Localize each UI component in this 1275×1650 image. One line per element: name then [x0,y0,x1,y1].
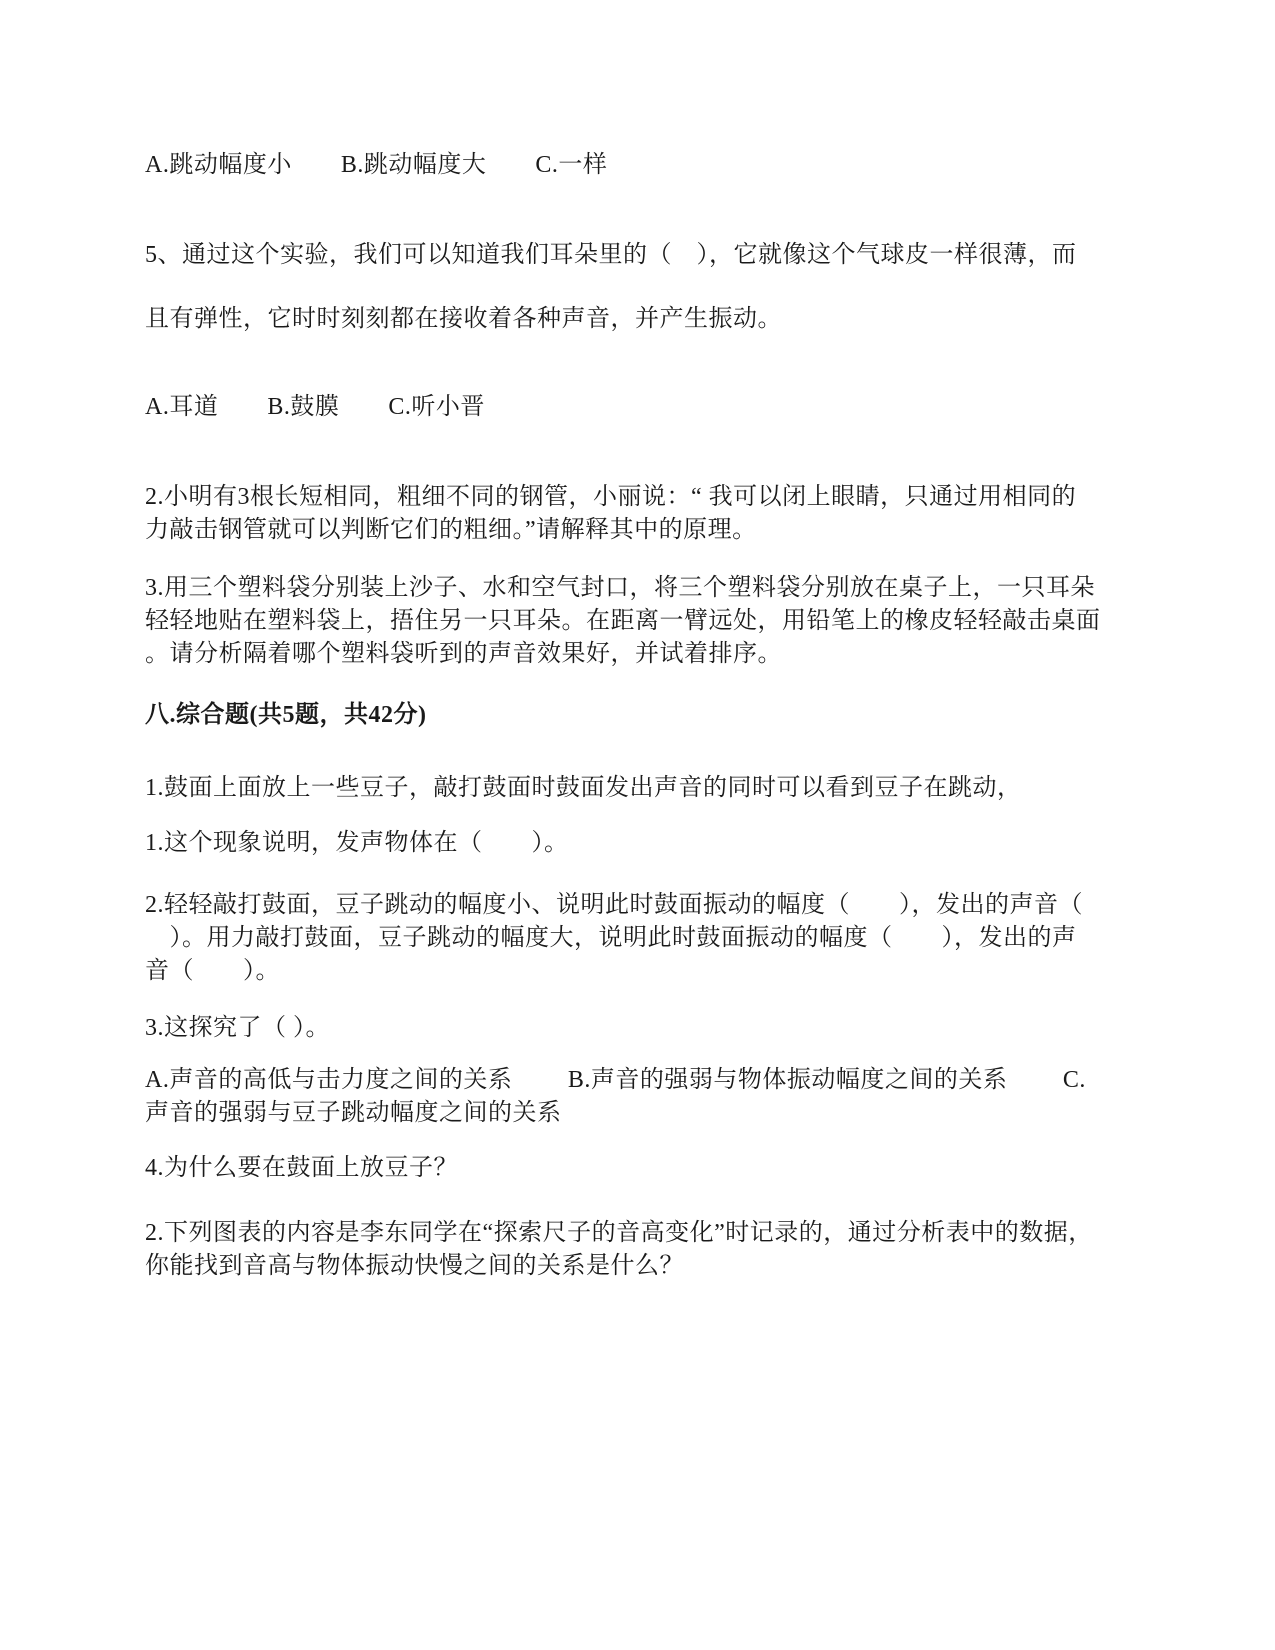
comp1-sub3-options-line-1: A.声音的高低与击力度之间的关系 B.声音的强弱与物体振动幅度之间的关系 C. [145,1067,1086,1093]
comp1-subquestion-1 [145,827,1145,860]
comprehensive-question-2 [145,1217,1145,1283]
question-4-options-row [145,149,1145,182]
comp1-sub2-line-1: 2.轻轻敲打鼓面，豆子跳动的幅度小、说明此时鼓面振动的幅度（ ），发出的声音（ [145,892,1083,918]
comp1-sub4-text: 4.为什么要在鼓面上放豆子？ [145,1155,458,1181]
comp1-subquestion-3 [145,1012,1145,1045]
short-answer-question-3 [145,572,1145,671]
comp1-sub3-options-line-2: 声音的强弱与豆子跳动幅度之间的关系 [145,1100,562,1126]
short-answer-question-2 [145,481,1145,547]
question-5-line-2: 且有弹性，它时时刻刻都在接收着各种声音，并产生振动。 [145,306,782,332]
comprehensive-question-1-intro [145,772,1145,805]
comp1-subquestion-4 [145,1152,1145,1185]
comp1-intro-text: 1.鼓面上面放上一些豆子，敲打鼓面时鼓面发出声音的同时可以看到豆子在跳动， [145,775,1022,801]
question-5 [145,223,1145,351]
question-2-line-2: 力敲击钢管就可以判断它们的粗细。”请解释其中的原理。 [145,517,757,543]
comp1-sub1-text: 1.这个现象说明，发声物体在（ ）。 [145,830,569,856]
comp1-subquestion-3-options [145,1064,1145,1130]
comp2-line-2: 你能找到音高与物体振动快慢之间的关系是什么？ [145,1253,684,1279]
question-3-line-1: 3.用三个塑料袋分别装上沙子、水和空气封口，将三个塑料袋分别放在桌子上，一只耳朵 [145,575,1095,601]
question-3-line-2: 轻轻地贴在塑料袋上，捂住另一只耳朵。在距离一臂远处，用铅笔上的橡皮轻轻敲击桌面 [145,608,1101,634]
comp1-sub2-line-2: ）。用力敲打鼓面，豆子跳动的幅度大，说明此时鼓面振动的幅度（ ），发出的声 [145,925,1077,951]
comp2-line-1: 2.下列图表的内容是李东同学在“探索尺子的音高变化”时记录的，通过分析表中的数据， [145,1220,1093,1246]
comp1-sub2-line-3: 音（ ）。 [145,958,280,984]
question-3-line-3: 。请分析隔着哪个塑料袋听到的声音效果好，并试着排序。 [145,641,782,667]
section-8-heading [145,699,1145,732]
options-text: A.耳道 B.鼓膜 C.听小晋 [145,394,485,420]
comp1-sub3-text: 3.这探究了（ ）。 [145,1015,330,1041]
question-5-line-1: 5、通过这个实验，我们可以知道我们耳朵里的（ ），它就像这个气球皮一样很薄，而 [145,242,1077,268]
options-text: A.跳动幅度小 B.跳动幅度大 C.一样 [145,152,608,178]
section-heading-text: 八.综合题(共5题，共42分) [145,702,427,728]
question-2-line-1: 2.小明有3根长短相同，粗细不同的钢管，小丽说：“ 我可以闭上眼睛，只通过用相同的 [145,484,1077,510]
comp1-subquestion-2 [145,889,1145,988]
question-5-options-row [145,391,1145,424]
